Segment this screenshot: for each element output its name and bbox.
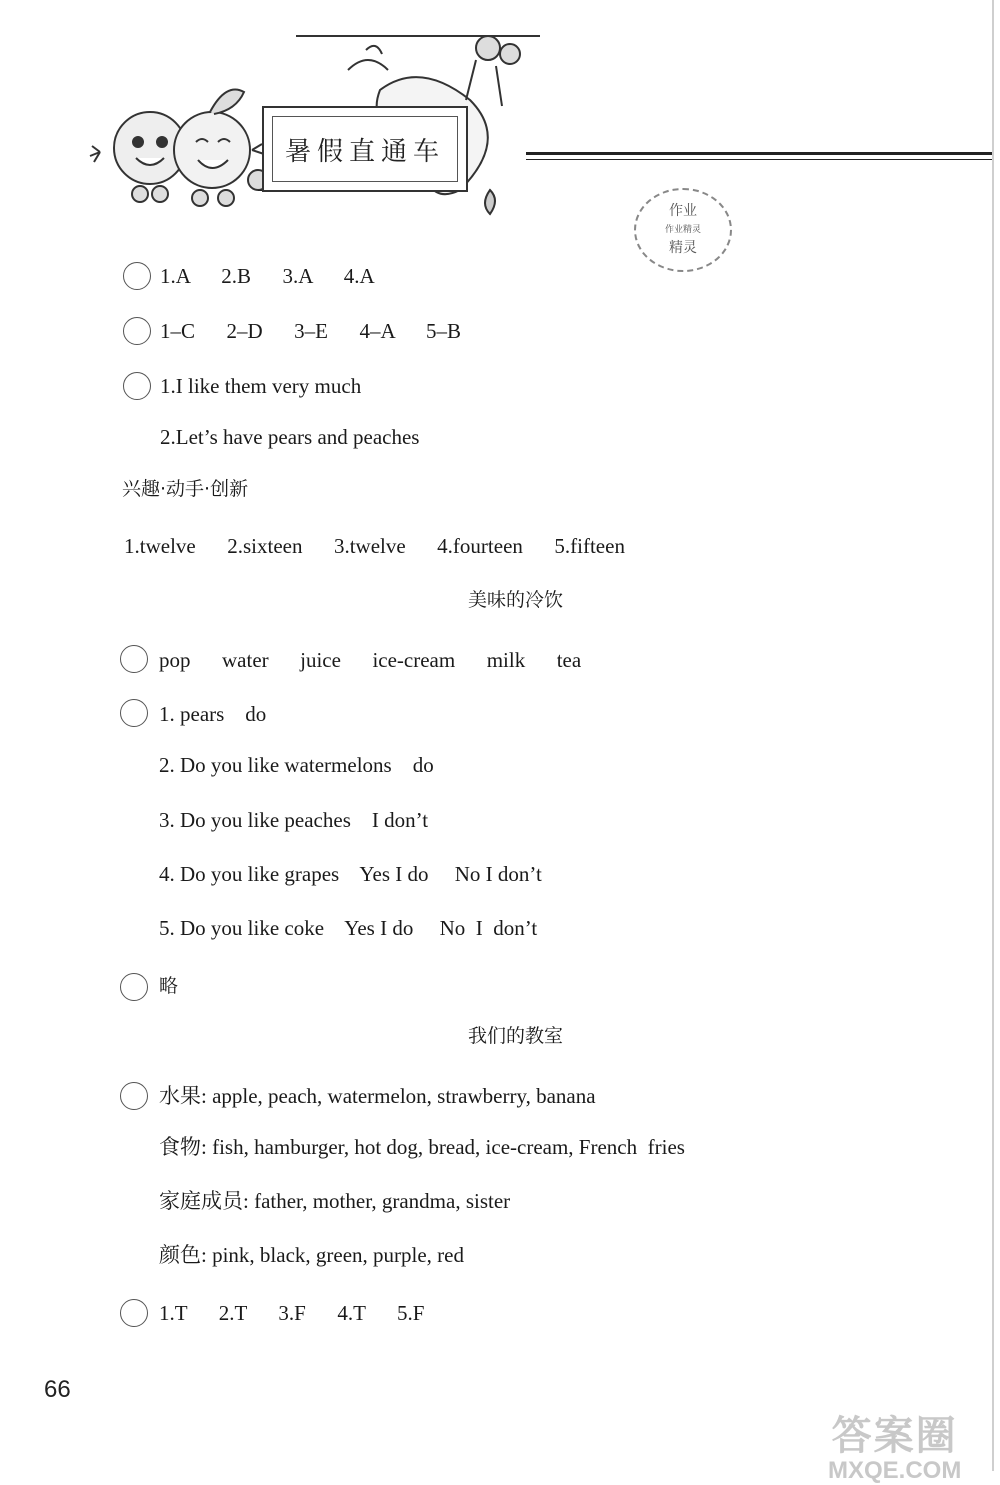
answer-line: 1.T 2.T 3.F 4.T 5.F — [159, 1301, 425, 1325]
question-marker-circle — [120, 1082, 148, 1110]
page-number: 66 — [44, 1376, 71, 1403]
answer-line: 1.twelve 2.sixteen 3.twelve 4.fourteen 5.fifteen — [124, 534, 625, 558]
page-title: 暑假直通车 — [272, 116, 458, 182]
question-marker-circle — [123, 317, 151, 345]
answer-line: 家庭成员: father, mother, grandma, sister — [159, 1189, 511, 1213]
homework-stamp — [634, 188, 732, 272]
section-title: 美味的冷饮 — [468, 589, 564, 611]
question-marker-circle — [123, 262, 151, 290]
answer-line: 略 — [159, 975, 179, 997]
header-rule-thin — [526, 159, 992, 160]
answer-line: 1–C 2–D 3–E 4–A 5–B — [160, 319, 462, 343]
section-title: 我们的教室 — [468, 1025, 564, 1047]
question-marker-circle — [120, 973, 148, 1001]
answer-line: 4. Do you like grapes Yes I do No I don’t — [159, 862, 542, 886]
question-marker-circle — [123, 372, 151, 400]
site-watermark — [828, 1404, 961, 1485]
fruit-character-right-icon — [174, 90, 268, 207]
answer-line: 1.A 2.B 3.A 4.A — [160, 264, 375, 288]
question-marker-circle — [120, 699, 148, 727]
title-box — [262, 106, 468, 192]
answer-line: 颜色: pink, black, green, purple, red — [159, 1243, 464, 1267]
fruit-character-left-icon — [90, 112, 186, 202]
answer-line: 2. Do you like watermelons do — [159, 753, 434, 777]
answer-line: 水果: apple, peach, watermelon, strawberry, banana — [159, 1084, 596, 1108]
question-marker-circle — [120, 1299, 148, 1327]
page-edge — [992, 0, 994, 1471]
answer-line: 1. pears do — [159, 702, 267, 726]
answer-line: pop water juice ice-cream milk tea — [159, 648, 582, 672]
stamp-middle-text: 作业精灵 — [664, 225, 701, 235]
answer-line: 2.Let’s have pears and peaches — [160, 425, 420, 449]
section-heading: 兴趣·动手·创新 — [122, 478, 249, 500]
answer-line: 1.I like them very much — [160, 374, 362, 398]
answer-line: 食物: fish, hamburger, hot dog, bread, ice-cream, French fries — [159, 1135, 685, 1159]
stamp-top-text: 作业 — [669, 203, 697, 219]
question-marker-circle — [120, 645, 148, 673]
answer-line: 5. Do you like coke Yes I do No I don’t — [159, 916, 538, 940]
answer-line: 3. Do you like peaches I don’t — [159, 808, 429, 832]
watermark-bottom-text: MXQE.COM — [828, 1457, 962, 1484]
header-rule-thick — [526, 152, 992, 155]
watermark-top-text: 答案圈 — [831, 1414, 958, 1458]
stamp-bottom-text: 精灵 — [669, 240, 697, 256]
